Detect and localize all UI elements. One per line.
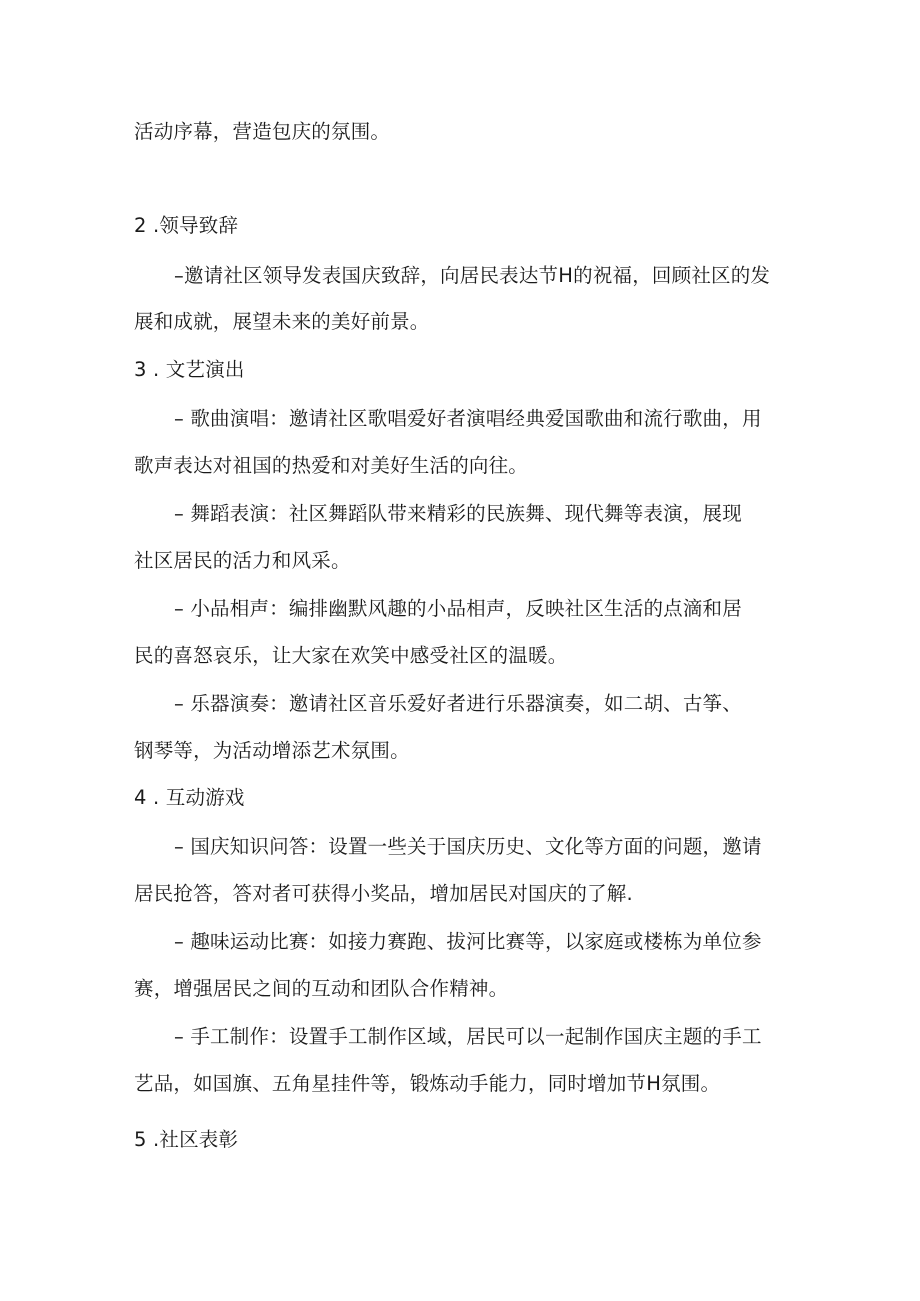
paragraph-first-line: – 趣味运动比赛：如接力赛跑、拔河比赛等，以家庭或楼栋为单位参 (174, 930, 762, 953)
section-heading: 4 . 互动游戏 (134, 786, 245, 809)
paragraph-first-line: – 舞蹈表演：社区舞蹈队带来精彩的民族舞、现代舞等表演，展现 (174, 502, 742, 525)
paragraph-continuation-line: 赛，增强居民之间的互动和团队合作精神。 (134, 977, 509, 1000)
section-heading: 5 .社区表彰 (134, 1128, 239, 1151)
paragraph-first-line: – 国庆知识问答：设置一些关于国庆历史、文化等方面的问题，邀请 (174, 835, 762, 858)
paragraph-first-line: –邀请社区领导发表国庆致辞，向居民表达节H的祝福，回顾社区的发 (174, 264, 771, 287)
paragraph-first-line: – 乐器演奏：邀请社区音乐爱好者进行乐器演奏，如二胡、古筝、 (174, 692, 742, 715)
paragraph-continuation-line: 社区居民的活力和风采。 (134, 549, 351, 572)
paragraph-continuation-line: 民的喜怒哀乐，让大家在欢笑中感受社区的温暖。 (134, 644, 568, 667)
paragraph-continuation-line: 艺品，如国旗、五角星挂件等，锻炼动手能力，同时增加节H氛围。 (134, 1072, 721, 1095)
paragraph-first-line: – 歌曲演唱：邀请社区歌唱爱好者演唱经典爱国歌曲和流行歌曲，用 (174, 407, 762, 430)
paragraph-continuation-line: 展和成就，展望未来的美好前景。 (134, 310, 430, 333)
paragraph-first-line: – 小品相声：编排幽默风趣的小品相声，反映社区生活的点滴和居 (174, 597, 742, 620)
intro-tail-text: 活动序幕，营造包庆的氛围。 (134, 120, 391, 143)
section-heading: 3 . 文艺演出 (134, 358, 245, 381)
paragraph-continuation-line: 歌声表达对祖国的热爱和对美好生活的向往。 (134, 454, 529, 477)
section-heading: 2 .领导致辞 (134, 214, 239, 237)
paragraph-first-line: – 手工制作：设置手工制作区域，居民可以一起制作国庆主题的手工 (174, 1025, 762, 1048)
paragraph-continuation-line: 钢琴等，为活动增添艺术氛围。 (134, 739, 410, 762)
paragraph-continuation-line: 居民抢答，答对者可获得小奖品，增加居民对国庆的了解. (134, 882, 633, 905)
